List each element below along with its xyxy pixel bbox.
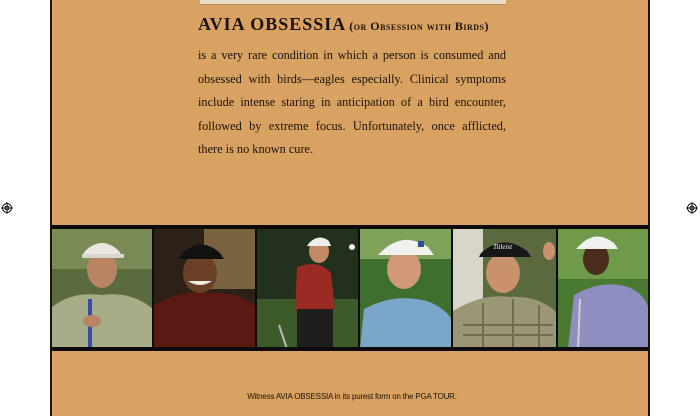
headline-title: AVIA OBSESSIA: [198, 14, 347, 34]
top-image-edge: [200, 0, 506, 5]
photo-golfer-adidas-cap: [52, 229, 152, 347]
photo-golfer-lavender-shirt: [558, 229, 648, 347]
ad-copy: [198, 12, 506, 162]
photo-golfer-black-cap: [154, 229, 255, 347]
registration-mark-right-icon: [686, 202, 698, 214]
ad-page: [50, 0, 650, 416]
photo-golfer-titleist-cap: [453, 229, 556, 347]
cap-logo-text: Titleist: [492, 243, 513, 251]
headline: [198, 12, 506, 38]
golfer-photo-strip: [52, 225, 648, 351]
body-paragraph: is a very rare condition in which a person is consumed and obsessed with birds—eagles especially. Clinical symptoms include intense staring in anticipation of a bird encounter, followed by extreme focus. Unfortunately, once afflicted, there is no known cure.: [198, 48, 506, 157]
registration-mark-left-icon: [1, 202, 13, 214]
caption: Witness AVIA OBSESSIA in its purest form on the PGA TOUR.: [247, 392, 457, 401]
headline-subtitle: (or Obsession with Birds): [349, 19, 490, 33]
photo-golfer-blue-shirt: [360, 229, 451, 347]
photo-golfer-red-shirt-swing: [257, 229, 358, 347]
